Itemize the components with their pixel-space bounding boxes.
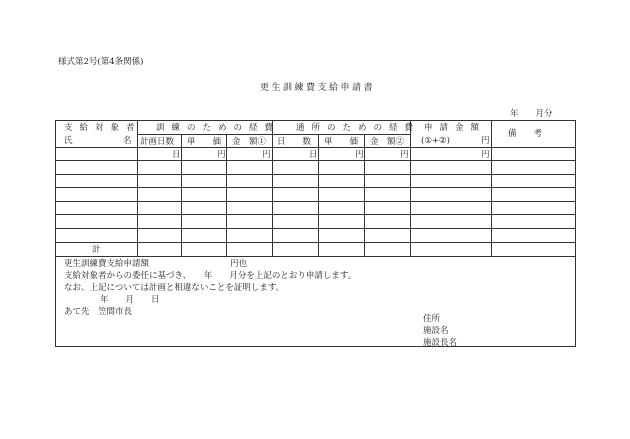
- unit-commute-amount: 円: [400, 150, 409, 160]
- application-date: 年 月 日: [100, 295, 160, 305]
- header-recipient: 支給対象者: [64, 123, 142, 133]
- header-training-days: 計画日数: [140, 137, 175, 147]
- period-label: 年 月分: [510, 109, 553, 119]
- header-remarks: 備 考: [508, 129, 543, 139]
- application-amount-suffix: 円也: [230, 259, 248, 269]
- unit-application-amount: 円: [481, 150, 490, 160]
- director-name-label: 施設長名: [423, 338, 458, 348]
- facility-name-label: 施設名: [423, 326, 449, 336]
- header-commute-days: 日 数: [277, 137, 312, 147]
- application-amount-label: 更生訓練費支給申請額: [64, 259, 150, 269]
- address-label: 住所: [423, 314, 441, 324]
- header-name-surname: 氏: [64, 136, 73, 146]
- header-name-given: 名: [123, 136, 132, 146]
- header-training-amount: 金 額①: [232, 137, 267, 147]
- header-commute-amount: 金 額②: [370, 137, 405, 147]
- header-application-formula: (①+②): [421, 136, 450, 146]
- header-application-amount: 申請金額: [424, 123, 487, 133]
- certification-statement: なお、上記については計画と相違ないことを証明します。: [64, 283, 285, 293]
- total-label: 計: [92, 245, 101, 255]
- form-title: 更生訓練費支給申請書: [260, 83, 376, 93]
- form-number: 様式第2号(第4条関係): [58, 57, 144, 67]
- unit-commute-price: 円: [355, 150, 364, 160]
- header-commute-unit-price: 単 価: [324, 137, 359, 147]
- unit-commute-days: 日: [309, 150, 318, 160]
- header-training-unit-price: 単 価: [187, 137, 222, 147]
- application-statement: 支給対象者からの委任に基づき、 年 月分を上記のとおり申請します。: [64, 271, 357, 281]
- unit-training-days: 日: [172, 150, 181, 160]
- addressee: あて先 笠間市長: [64, 307, 133, 317]
- unit-training-amount: 円: [262, 150, 271, 160]
- header-commute-group: 通所のための経費: [296, 123, 421, 133]
- unit-training-price: 円: [217, 150, 226, 160]
- unit-application-amount-header: 円: [481, 136, 490, 146]
- header-training-group: 訓練のための経費: [156, 123, 281, 133]
